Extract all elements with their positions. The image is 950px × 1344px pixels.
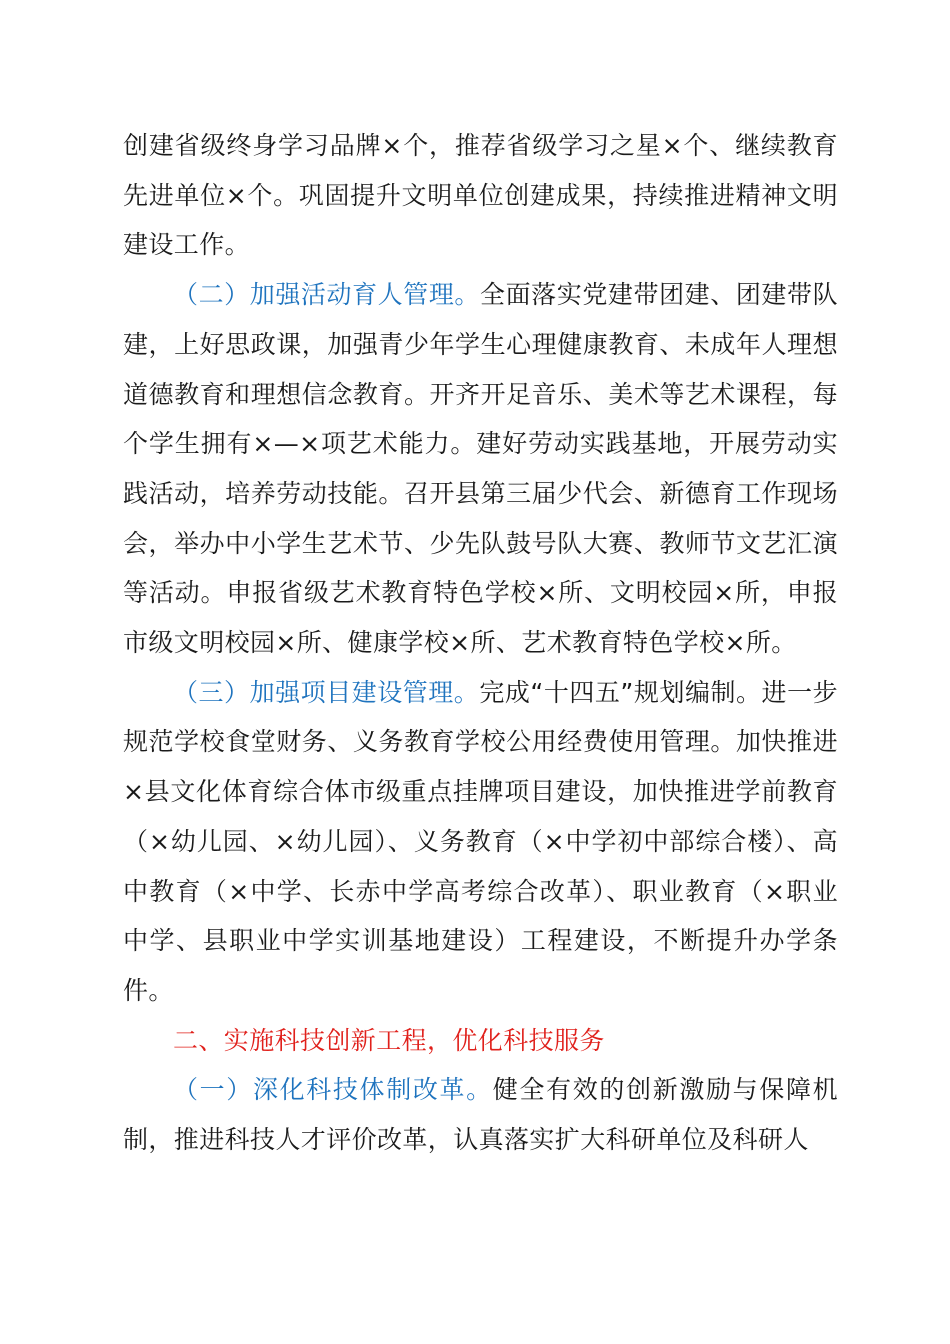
paragraph-2-text: 全面落实党建带团建、团建带队建，上好思政课，加强青少年学生心理健康教育、未成年人理想道德教育和理想信念教育。开齐开足音乐、美术等艺术课程，每个学生拥有×—×项艺术能力。建好劳动实践基地，开展劳动实践活动，培养劳动技能。召开县第三届少代会、新德育工作现场会，举办中小学生艺术节、少先队鼓号队大赛、教师节文艺汇演等活动。申报省级艺术教育特色学校×所、文明校园×所，申报市级文明校园×所、健康学校×所、艺术教育特色学校×所。 (123, 280, 838, 658)
subheading-2: （二）加强活动育人管理。 (173, 280, 480, 310)
paragraph-3 (123, 668, 838, 1016)
subheading-1: （一）深化科技体制改革。 (173, 1075, 493, 1105)
paragraph-3-text: 完成“十四五”规划编制。进一步规范学校食堂财务、义务教育学校公用经费使用管理。加快推进×县文化体育综合体市级重点挂牌项目建设，加快推进学前教育（×幼儿园、×幼儿园）、义务教育（×中学初中部综合楼）、高中教育（×中学、长赤中学高考综合改革）、职业教育（×职业中学、县职业中学实训基地建设）工程建设，不断提升办学条件。 (123, 677, 838, 1005)
paragraph-1 (123, 121, 838, 270)
paragraph-4-text: 健全有效的创新激励与保障机制，推进科技人才评价改革，认真落实扩大科研单位及科研人 (123, 1075, 838, 1155)
section-heading (123, 1016, 838, 1066)
paragraph-2 (123, 270, 838, 668)
paragraph-1-text: 创建省级终身学习品牌×个，推荐省级学习之星×个、继续教育先进单位×个。巩固提升文明单位创建成果，持续推进精神文明建设工作。 (123, 131, 838, 260)
document-body (123, 121, 838, 1165)
paragraph-4 (123, 1065, 838, 1164)
section-heading-text: 二、实施科技创新工程，优化科技服务 (173, 1025, 605, 1055)
subheading-3: （三）加强项目建设管理。 (173, 677, 480, 707)
